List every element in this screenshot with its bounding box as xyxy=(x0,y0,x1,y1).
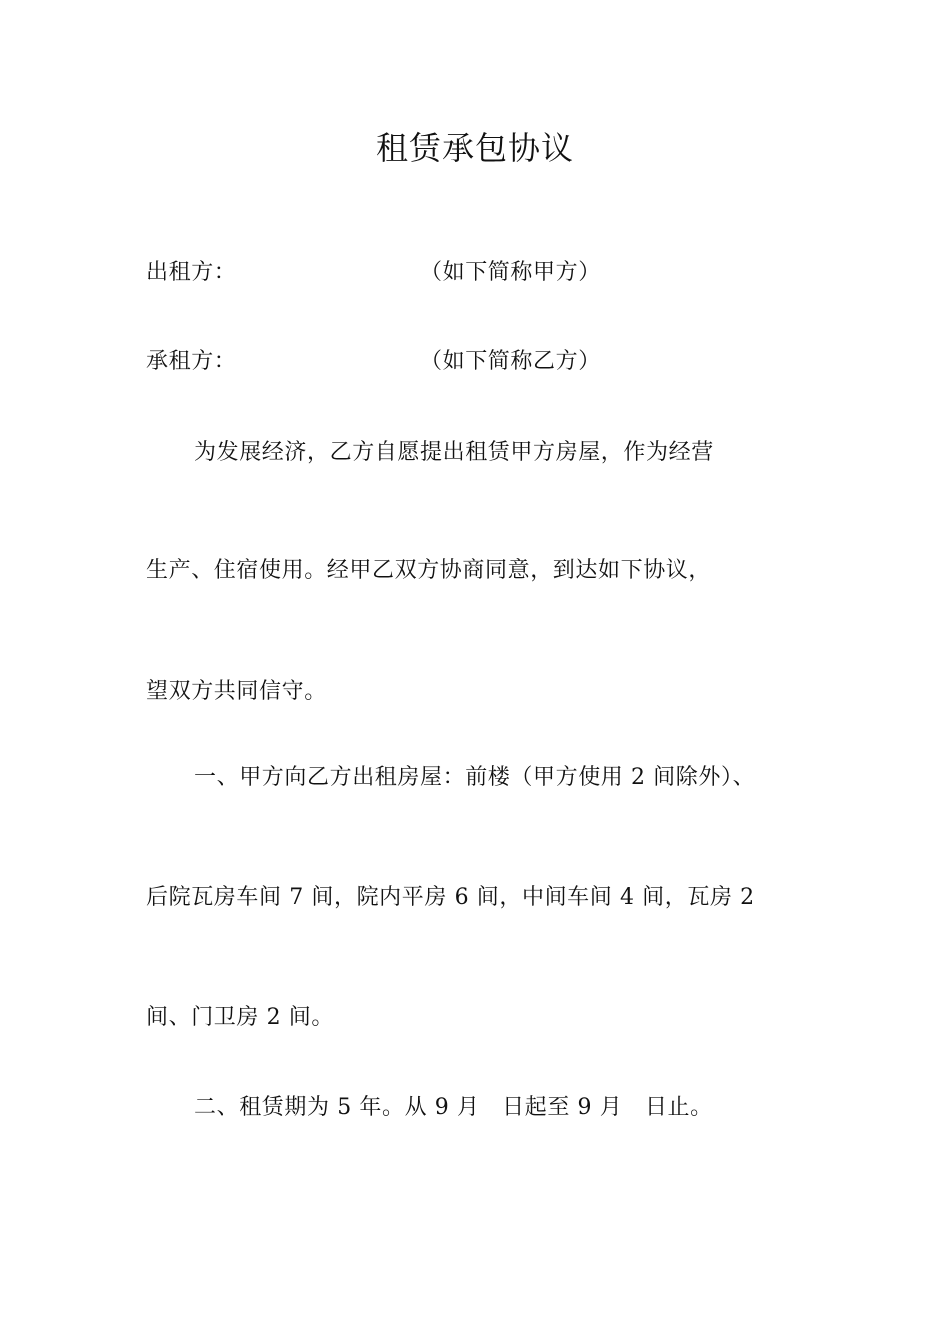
lessor-label: 出租方： xyxy=(146,260,237,285)
clause-1-line: 一、甲方向乙方出租房屋：前楼（甲方使用 2 间除外）、 xyxy=(194,765,756,790)
intro-paragraph-line: 望双方共同信守。 xyxy=(146,679,327,704)
lessee-abbreviation-note: （如下简称乙方） xyxy=(420,349,601,374)
intro-paragraph-line: 生产、住宿使用。经甲乙双方协商同意，到达如下协议， xyxy=(146,558,712,583)
clause-1-line: 后院瓦房车间 7 间，院内平房 6 间，中间车间 4 间，瓦房 2 xyxy=(146,885,755,910)
lessee-label: 承租方： xyxy=(146,349,237,374)
clause-1-line: 间、门卫房 2 间。 xyxy=(146,1005,334,1030)
intro-paragraph-line: 为发展经济，乙方自愿提出租赁甲方房屋，作为经营 xyxy=(194,440,714,465)
clause-2-line: 二、租赁期为 5 年。从 9 月 日起至 9 月 日止。 xyxy=(194,1095,713,1120)
lessor-abbreviation-note: （如下简称甲方） xyxy=(420,260,601,285)
document-title: 租赁承包协议 xyxy=(375,129,574,167)
